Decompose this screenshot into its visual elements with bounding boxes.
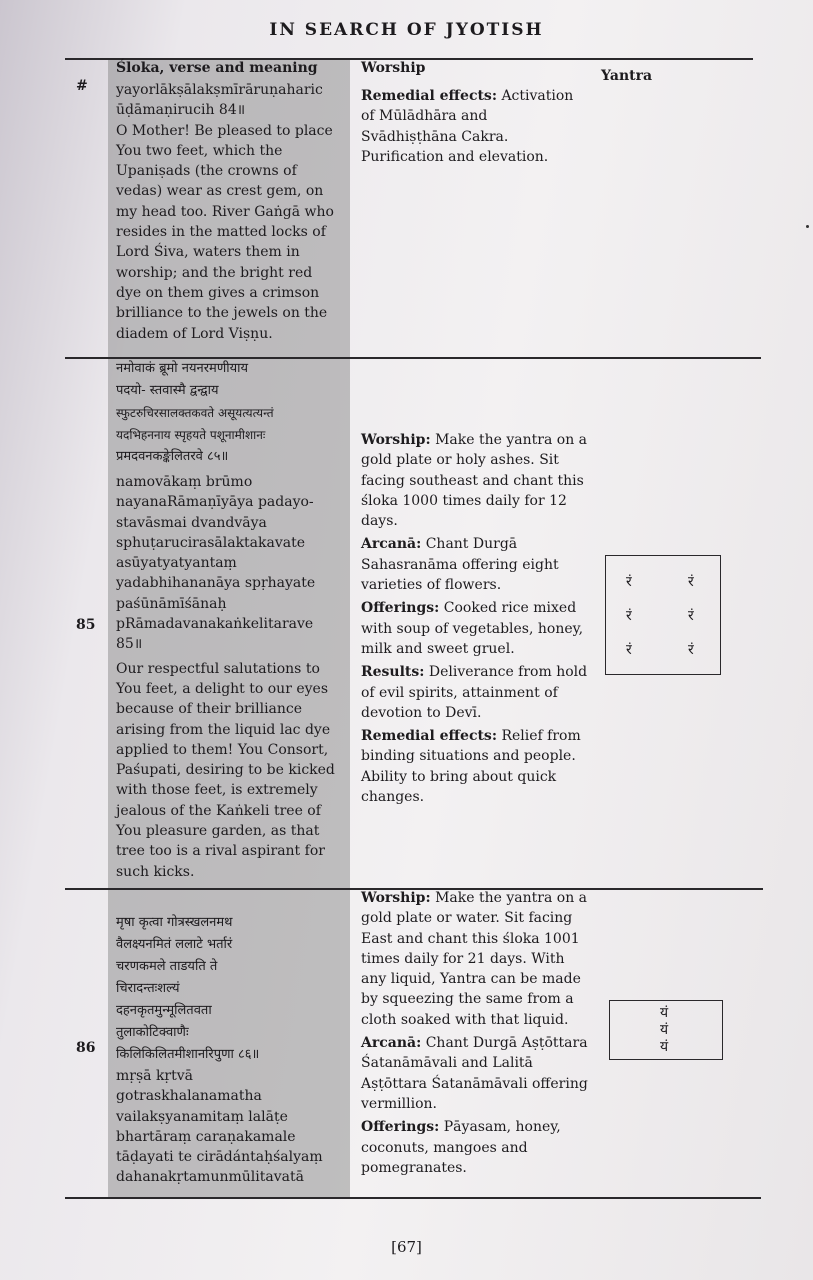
row85-sloka-cell	[116, 358, 356, 882]
devanagari-line: वैलक्ष्यनमितं ललाटे भर्तारं	[116, 937, 233, 952]
yantra-symbol: रं	[626, 574, 632, 590]
offerings-text: Pāyasam, honey, coconuts, mangoes and pomegranates.	[361, 1119, 561, 1176]
translit-line: paśūnāmīśānaḥ	[116, 595, 227, 612]
sloka-line: yayorlākṣālakṣmīrāruṇaharic	[116, 82, 323, 98]
devanagari-line: दहनकृतमुन्मूलितवता	[116, 1003, 212, 1018]
sloka-line: ūḍāmaṇirucih 84॥	[116, 102, 246, 119]
remedial-text: Relief from binding situations and people. Ability to bring about quick changes.	[361, 728, 581, 806]
meaning-line: such kicks.	[116, 863, 195, 880]
column-header-sloka: Śloka, verse and meaning	[116, 60, 318, 76]
translit-line: mṛṣā kṛtvā	[116, 1068, 194, 1084]
worship-text: Make the yantra on a gold plate or holy ashes. Sit facing southeast and chant this śloka 1000 times daily for 12 days.	[361, 432, 588, 530]
arcana-text: Chant Durgā Sahasranāma offering eight varieties of flowers.	[361, 536, 559, 594]
translit-line: stavāsmai dvandvāya	[116, 514, 267, 531]
arcana-label: Arcanā:	[361, 536, 422, 553]
devanagari-line: नमोवाकं ब्रूमो नयनरमणीयाय	[116, 361, 249, 376]
devanagari-line: यदभिहननाय स्पृहयते पशूनामीशानः	[116, 428, 266, 442]
row84-sloka-cell	[116, 80, 348, 344]
meaning-line: my head too. River Gaṅgā who	[116, 203, 334, 220]
column-header-yantra: Yantra	[601, 68, 653, 84]
devanagari-line: चिरादन्तःशल्यं	[116, 981, 180, 996]
meaning-line: Paśupati, desiring to be kicked	[116, 762, 335, 779]
translit-line: tāḍayati te cirādántaḥśalyaṃ	[116, 1149, 323, 1166]
yantra-symbol: रं	[626, 642, 632, 658]
meaning-line: Our respectful salutations to	[116, 660, 320, 677]
worship-label: Worship:	[361, 890, 431, 906]
remedial-label: Remedial effects:	[361, 88, 497, 104]
translit-line: yadabhihananāya spṛhayate	[116, 575, 316, 592]
table-bottom-rule	[65, 1197, 761, 1199]
yantra-symbol: रं	[688, 574, 694, 590]
translit-line: asūyatyatyantaṃ	[116, 555, 237, 572]
meaning-line: You feet, a delight to our eyes	[116, 680, 329, 697]
meaning-line: jealous of the Kaṅkeli tree of	[116, 802, 321, 819]
meaning-line: O Mother! Be pleased to place	[116, 122, 333, 139]
worship-label: Worship:	[361, 432, 431, 448]
devanagari-line: किलिकिलितमीशानरिपुणा ८६॥	[116, 1047, 260, 1062]
results-text: Deliverance from hold of evil spirits, attainment of devotion to Devī.	[361, 664, 588, 721]
remedial-text: Activation of Mūlādhāra and Svādhiṣṭhāna Cakra. Purification and elevation.	[361, 88, 574, 165]
devanagari-line: मृषा कृत्वा गोत्रस्खलनमथ	[116, 915, 233, 930]
row85-yantra-box	[605, 555, 721, 675]
yantra-symbol: रं	[688, 642, 694, 658]
row86-worship-cell	[361, 888, 589, 1178]
meaning-line: brilliance to the jewels on the	[116, 305, 328, 322]
remedial-label: Remedial effects:	[361, 728, 497, 745]
translit-line: vailakṣyanamitaṃ lalāṭe	[116, 1108, 288, 1125]
row86-yantra-box	[609, 1000, 723, 1060]
meaning-line: vedas) wear as crest gem, on	[116, 183, 324, 200]
yantra-symbol: रं	[626, 608, 632, 624]
meaning-line: because of their brilliance	[116, 701, 303, 718]
arcana-label: Arcanā:	[361, 1035, 422, 1052]
meaning-line: resides in the matted locks of	[116, 224, 326, 241]
translit-line: dahanakṛtamunmūlitavatā	[116, 1169, 304, 1186]
translit-line: namovākaṃ brūmo	[116, 474, 253, 490]
meaning-line: arising from the liquid lac dye	[116, 721, 331, 738]
offerings-label: Offerings:	[361, 600, 440, 617]
meaning-line: You two feet, which the	[116, 142, 283, 159]
row85-worship-cell	[361, 430, 589, 807]
translit-line: bhartāraṃ caraṇakamale	[116, 1128, 296, 1145]
translit-line: nayanaRāmaṇīyāya padayo-	[116, 494, 314, 511]
offerings-text: Cooked rice mixed with soup of vegetables, honey, milk and sweet gruel.	[361, 600, 584, 657]
meaning-line: worship; and the bright red	[116, 264, 313, 281]
translit-line: sphuṭarucirasālaktakavate	[116, 534, 306, 551]
page-header: IN SEARCH OF JYOTISH	[269, 20, 544, 40]
devanagari-line: तुलाकोटिक्वाणैः	[116, 1025, 189, 1040]
column-header-number: #	[76, 78, 88, 94]
translit-line: gotraskhalanamatha	[116, 1088, 262, 1105]
meaning-line: dye on them gives a crimson	[116, 284, 320, 301]
meaning-line: with those feet, is extremely	[116, 782, 318, 799]
meaning-line: Lord Śiva, waters them in	[116, 244, 300, 261]
worship-text: Make the yantra on a gold plate or water. Sit facing East and chant this śloka 1001 times daily for 21 days. With any liquid, Yantra can be made by squeezing the same from a cloth soaked with that liquid.	[361, 890, 588, 1028]
yantra-symbol: रं	[688, 608, 694, 624]
row84-worship-cell	[361, 86, 583, 167]
arcana-text: Chant Durgā Aṣṭōttara Śatanāmāvali and Lalitā Aṣṭōttara Śatanāmāvali offering vermillion.	[361, 1035, 588, 1112]
yantra-symbol: यं	[660, 1022, 669, 1038]
translit-line: 85॥	[116, 636, 143, 653]
row85-number: 85	[76, 617, 96, 633]
page-speck	[806, 225, 809, 228]
row86-number: 86	[76, 1040, 96, 1056]
meaning-line: Upaniṣads (the crowns of	[116, 163, 297, 180]
column-header-worship: Worship	[361, 60, 426, 76]
yantra-symbol: यं	[660, 1039, 669, 1055]
results-label: Results:	[361, 664, 425, 681]
yantra-symbol: यं	[660, 1005, 669, 1021]
devanagari-line: पदयो- स्तवास्मै द्वन्द्वाय	[116, 383, 219, 398]
devanagari-line: स्फुटरुचिरसालक्तकवते असूयत्यत्यन्तं	[116, 406, 274, 420]
meaning-line: applied to them! You Consort,	[116, 741, 329, 758]
devanagari-line: चरणकमले ताडयति ते	[116, 959, 218, 974]
offerings-label: Offerings:	[361, 1119, 440, 1136]
meaning-line: You pleasure garden, as that	[116, 823, 320, 840]
meaning-line: diadem of Lord Viṣṇu.	[116, 325, 273, 342]
page-number: [67]	[391, 1238, 422, 1256]
row86-sloka-cell	[116, 912, 350, 1188]
devanagari-line: प्रमदवनकङ्केलितरवे ८५॥	[116, 449, 229, 464]
meaning-line: tree too is a rival aspirant for	[116, 843, 325, 860]
translit-line: pRāmadavanakaṅkelitarave	[116, 616, 314, 633]
